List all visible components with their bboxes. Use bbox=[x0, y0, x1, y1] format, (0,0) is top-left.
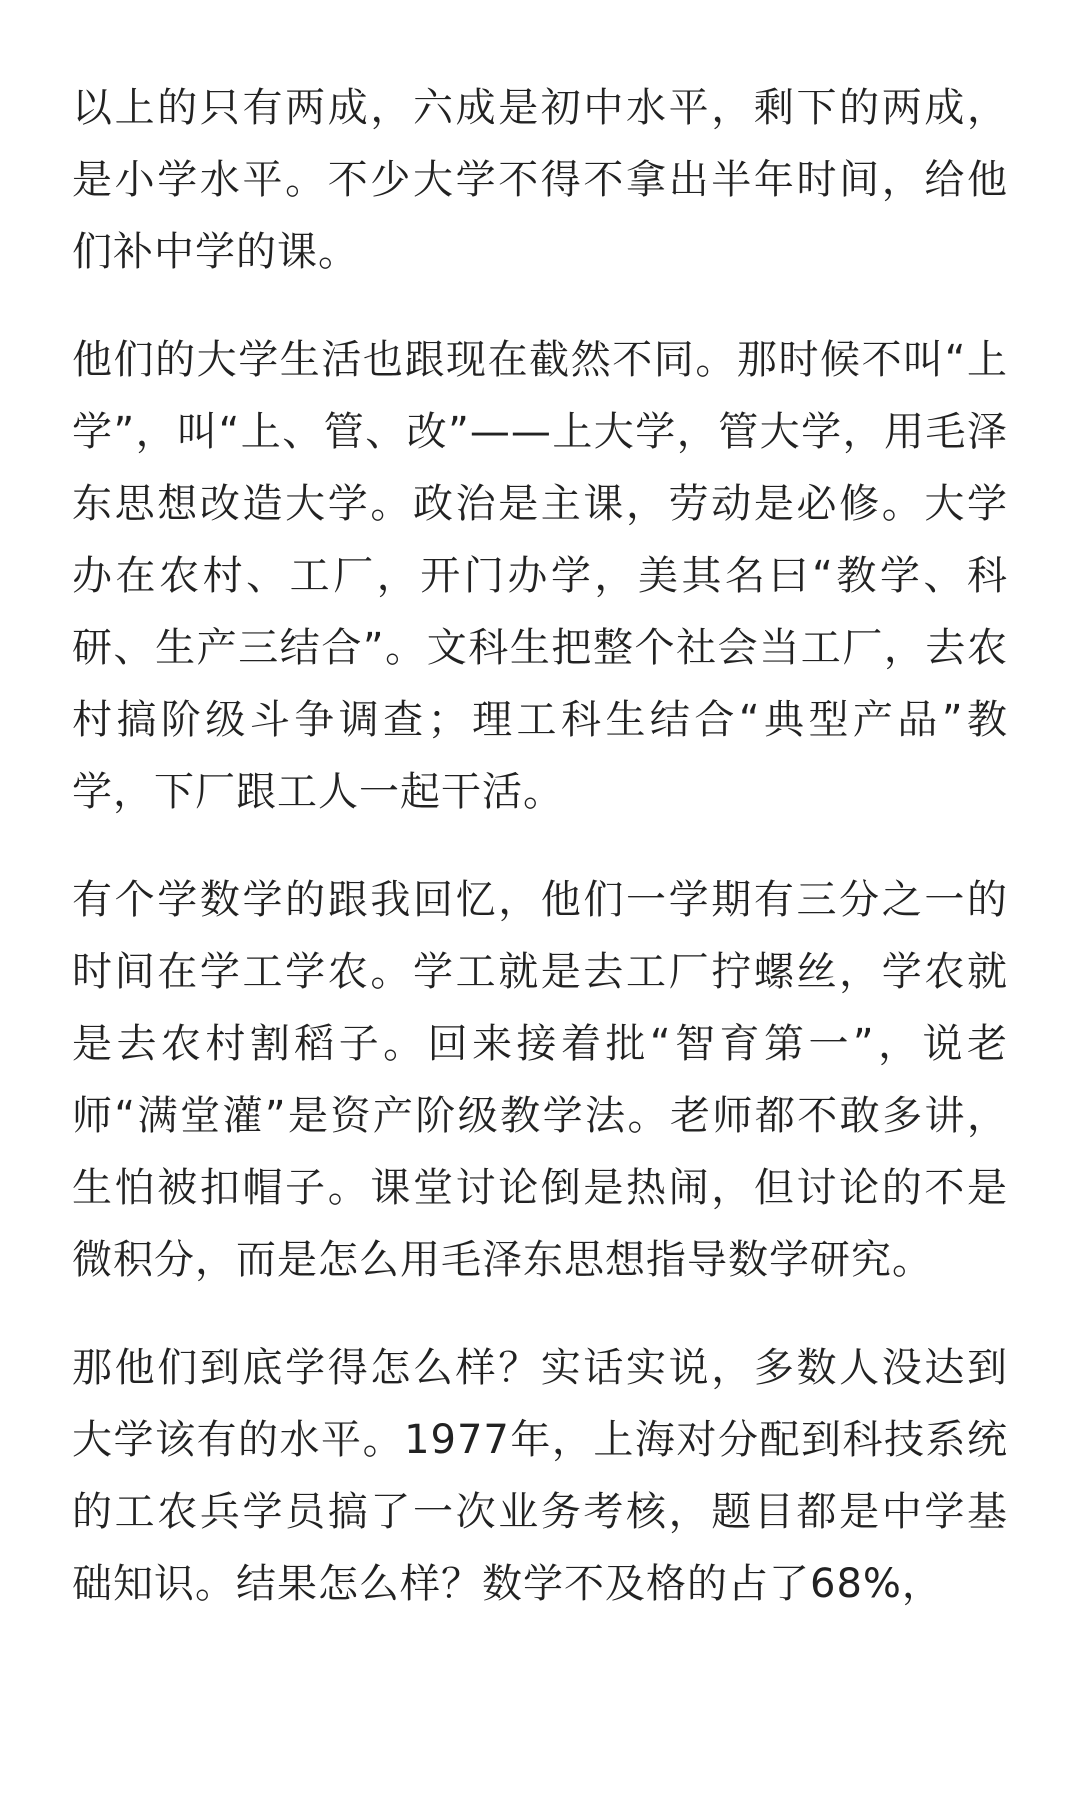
paragraph-3: 有个学数学的跟我回忆，他们一学期有三分之一的时间在学工学农。学工就是去工厂拧螺丝，学农就是去农村割稻子。回来接着批“智育第一”，说老师“满堂灌”是资产阶级教学法。老师都不敢多讲，生怕被扣帽子。课堂讨论倒是热闹，但讨论的不是微积分，而是怎么用毛泽东思想指导数学研究。 bbox=[72, 877, 1008, 1283]
paragraph-4: 那他们到底学得怎么样？实话实说，多数人没达到大学该有的水平。1977年，上海对分配到科技系统的工农兵学员搞了一次业务考核，题目都是中学基础知识。结果怎么样？数学不及格的占了68%， bbox=[72, 1345, 1008, 1607]
article-body bbox=[72, 72, 1008, 1656]
paragraph-2: 他们的大学生活也跟现在截然不同。那时候不叫“上学”，叫“上、管、改”——上大学，管大学，用毛泽东思想改造大学。政治是主课，劳动是必修。大学办在农村、工厂，开门办学，美其名曰“教学、科研、生产三结合”。文科生把整个社会当工厂，去农村搞阶级斗争调查；理工科生结合“典型产品”教学，下厂跟工人一起干活。 bbox=[72, 337, 1008, 815]
paragraph-1: 以上的只有两成，六成是初中水平，剩下的两成，是小学水平。不少大学不得不拿出半年时间，给他们补中学的课。 bbox=[72, 85, 1008, 275]
